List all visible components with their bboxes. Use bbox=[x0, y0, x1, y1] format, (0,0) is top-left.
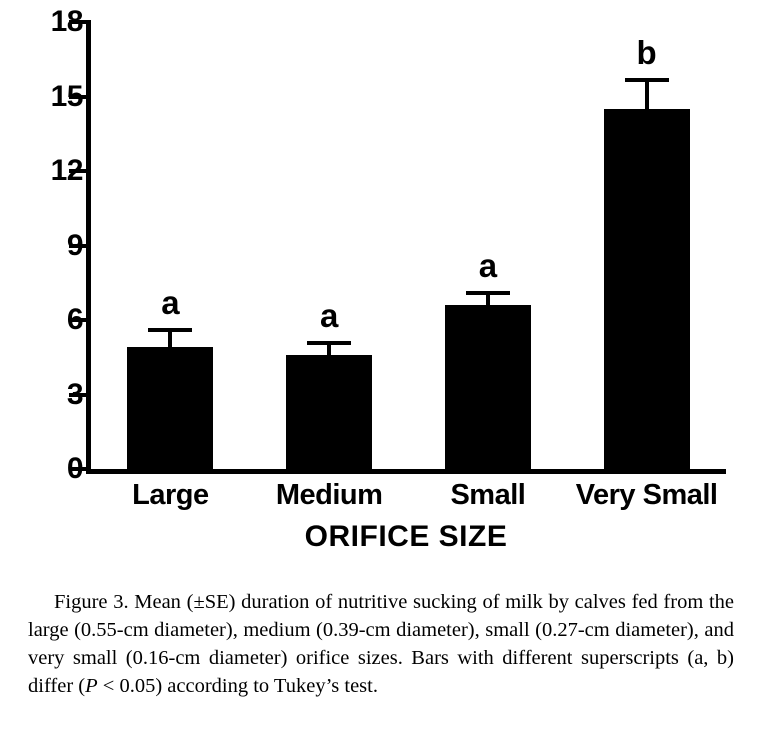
y-tick-label: 12 bbox=[50, 154, 83, 187]
bar bbox=[604, 109, 690, 469]
bar-group bbox=[567, 22, 726, 511]
bar-superscript: b bbox=[636, 33, 657, 71]
y-tick-label: 9 bbox=[66, 228, 83, 262]
bar bbox=[127, 347, 213, 469]
bar-superscript: a bbox=[478, 247, 498, 285]
x-tick-label: Very Small bbox=[575, 479, 718, 511]
error-bar bbox=[327, 345, 331, 355]
y-tick-label: 15 bbox=[50, 79, 83, 113]
bar bbox=[445, 305, 531, 469]
x-tick-label: Small bbox=[450, 479, 526, 511]
error-bar bbox=[486, 295, 490, 305]
y-tick-label: 3 bbox=[66, 377, 83, 411]
y-tick-label: 6 bbox=[66, 303, 83, 336]
error-bar bbox=[645, 82, 649, 109]
caption-p-symbol: P bbox=[85, 675, 98, 697]
y-tick-label: 18 bbox=[50, 5, 83, 38]
x-axis-title: ORIFICE SIZE bbox=[304, 520, 508, 553]
error-bar bbox=[168, 332, 172, 347]
figure-caption bbox=[28, 588, 734, 700]
bar-group bbox=[409, 22, 568, 511]
x-tick-label: Large bbox=[132, 479, 209, 511]
caption-text-start: Figure 3. Mean (±SE) duration of nutritive sucking of milk by calves fed from the large (0.55-cm diameter), medium (0.39-cm diameter), small (0.27-cm diameter), and very small (0.16-cm diameter) orifice sizes. Bars with different superscripts (a, b) differ ( bbox=[28, 591, 734, 697]
error-bar-cap bbox=[466, 291, 510, 295]
bar-superscript: a bbox=[161, 284, 180, 322]
error-bar-cap bbox=[307, 341, 351, 345]
bar-superscript: a bbox=[319, 296, 339, 334]
bar-chart-plot-area bbox=[50, 5, 726, 511]
error-bar-cap bbox=[148, 328, 192, 332]
error-bar-cap bbox=[625, 78, 669, 82]
x-tick-label: Medium bbox=[275, 479, 383, 511]
bar-group bbox=[250, 22, 409, 511]
y-tick-label: 0 bbox=[66, 452, 83, 485]
bar bbox=[286, 355, 372, 469]
caption-text-end: < 0.05) according to Tukey’s test. bbox=[97, 675, 378, 697]
bar-group bbox=[91, 22, 250, 511]
